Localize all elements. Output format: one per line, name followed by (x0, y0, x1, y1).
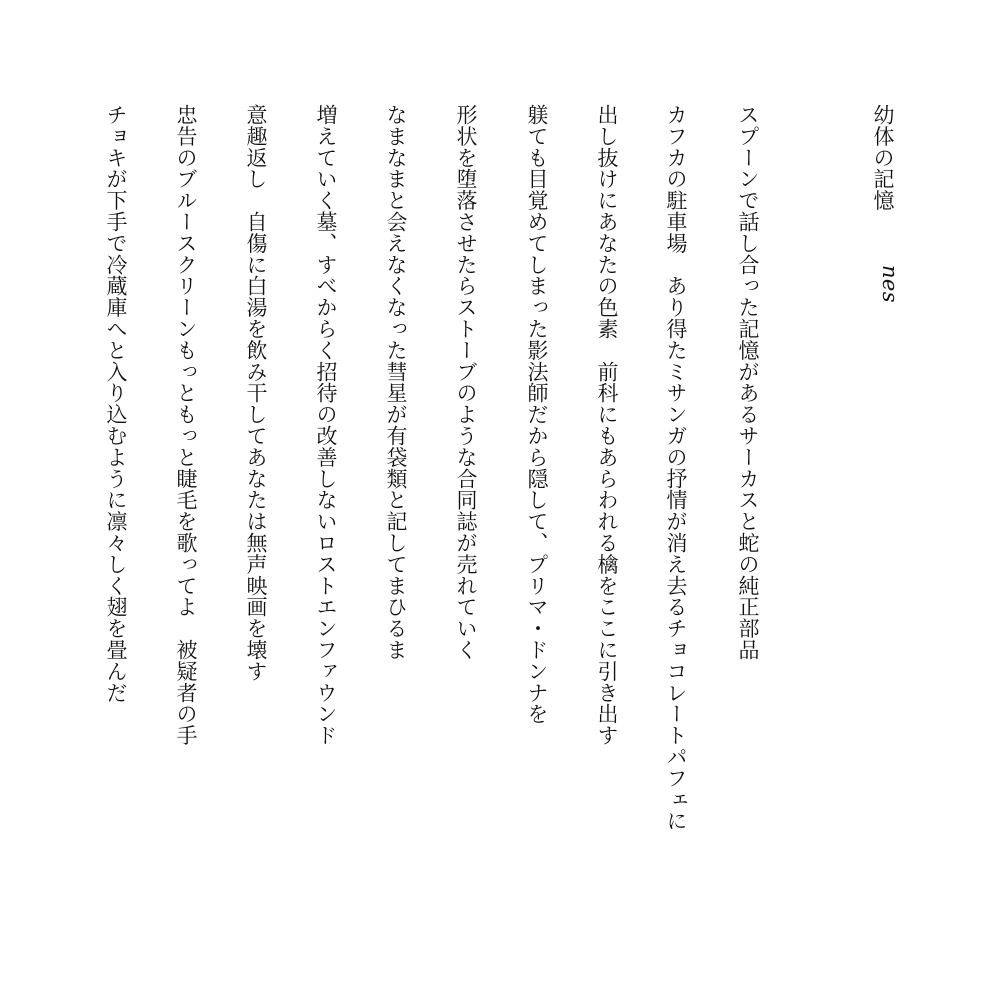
poem-line: 意趣返し 自傷に白湯を飲み干してあなたは無声映画を壊す (244, 104, 268, 682)
poem-line: カフカの駐車場 あり得たミサンガの抒情が消え去るチョコレートパフェに (664, 104, 688, 832)
poem-title: 幼体の記憶 (871, 104, 895, 211)
title-column (872, 104, 900, 303)
poem-line: なまなまと会えなくなった彗星が有袋類と記してまひるま (384, 104, 408, 661)
poem-line: チョキが下手で冷蔵庫へと入り込むように凛々しく翅を畳んだ (104, 104, 128, 704)
poem-line: 躾ても目覚めてしまった影法師だから隠して、プリマ・ドンナを (525, 104, 549, 725)
poem-line: 形状を堕落させたらストーブのような合同誌が売れていく (454, 104, 478, 661)
poem-line: 出し抜けにあなたの色素 前科にもあらわれる檎をここに引き出す (595, 104, 619, 746)
poem-line: スプーンで話し合った記憶があるサーカスと蛇の純正部品 (736, 104, 760, 661)
poem-author: nes (878, 265, 902, 304)
poem-line: 忠告のブルースクリーンもっともっと睫毛を歌ってよ 被疑者の手 (174, 104, 198, 746)
poem-line: 増えていく墓、すべからく招待の改善しないロストエンファウンド (314, 104, 338, 746)
